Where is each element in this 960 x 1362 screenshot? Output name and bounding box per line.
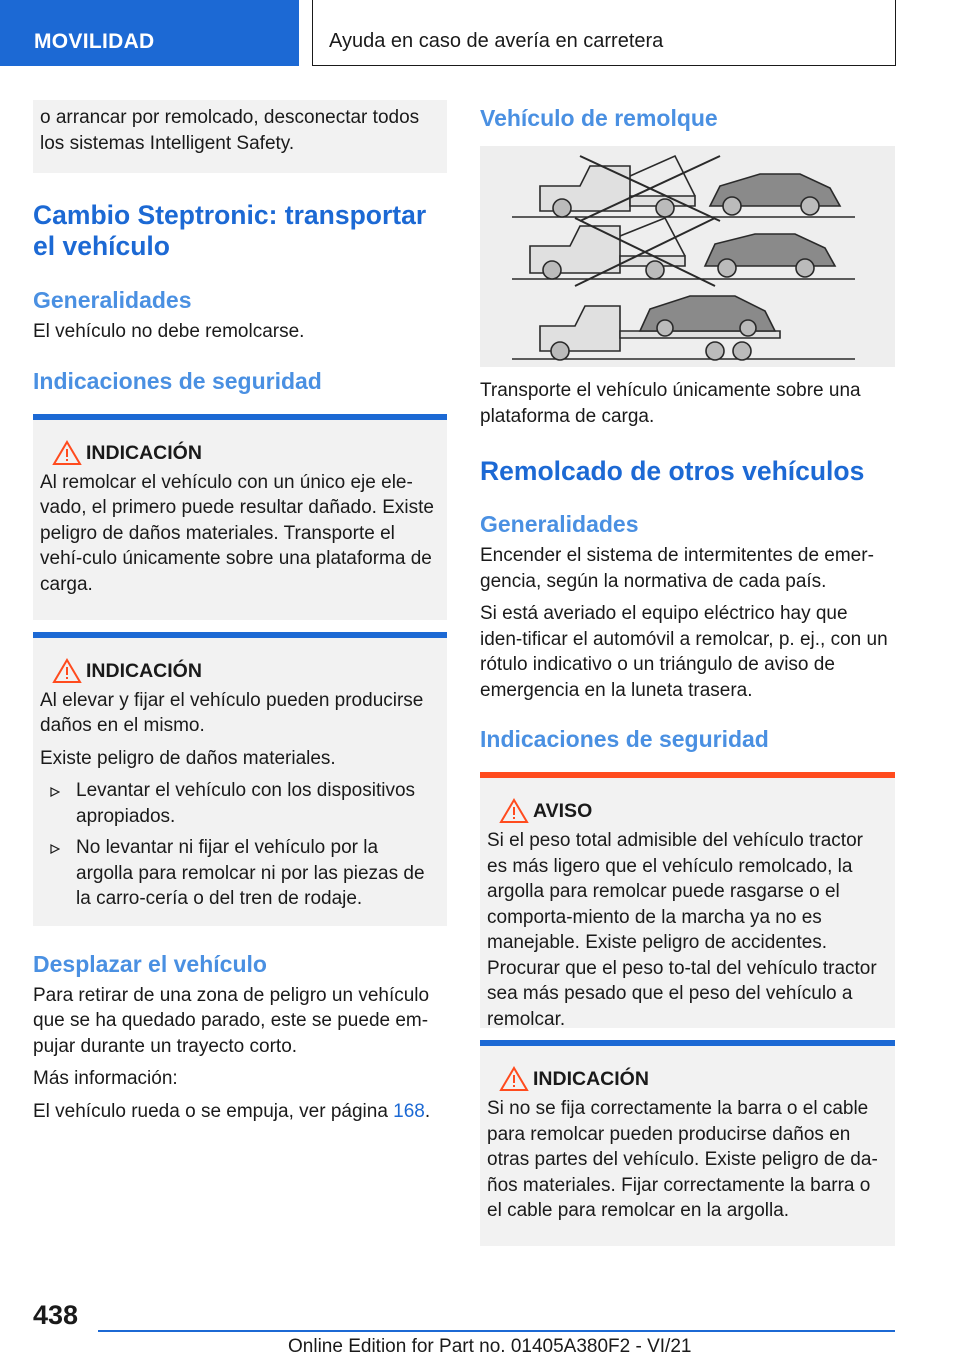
towing-illustration: [480, 146, 895, 367]
page-number: 438: [33, 1300, 79, 1330]
right-column: [480, 100, 895, 1246]
notice-box-2: [33, 632, 447, 926]
notice-2-text-1: Al elevar y fijar el vehículo pueden producirse daños en el mismo.: [40, 689, 424, 736]
figure-caption: Transporte el vehículo únicamente sobre una plataforma de carga.: [480, 380, 861, 427]
bullet-arrow-icon: [50, 844, 60, 854]
warning-triangle-icon: [52, 440, 82, 466]
towing-vehicle-heading: Vehículo de remolque: [480, 105, 718, 131]
footer-divider: [98, 1330, 895, 1332]
list-item: No levantar ni fijar el vehículo por la argolla para remolcar ni por las piezas de la carro-cería o del tren de rodaje.: [40, 835, 440, 912]
section-title-other-vehicles: Remolcado de otros vehículos: [480, 456, 865, 486]
notice-1-title: INDICACIÓN: [86, 441, 202, 464]
section-tab: [0, 0, 299, 66]
general-text-2: Si está averiado el equipo eléctrico hay que iden-tificar el automóvil a remolcar, p. ej., con un rótulo indicativo o un triángulo de aviso de emergencia en la luneta trasera.: [480, 603, 888, 701]
notice-2-text-2: Existe peligro de daños materiales.: [40, 747, 336, 769]
section-label: MOVILIDAD: [34, 30, 155, 53]
notice-2-bullets: [40, 778, 440, 912]
safety-heading: Indicaciones de seguridad: [33, 367, 322, 394]
warning-triangle-icon: [499, 1066, 529, 1092]
more-info-label: Más información:: [33, 1068, 178, 1089]
towing-methods-illustration: [480, 146, 895, 367]
warning-triangle-icon: [499, 798, 529, 824]
safety-heading-right: Indicaciones de seguridad: [480, 726, 769, 752]
general-heading: Generalidades: [33, 287, 192, 313]
general-heading-right: Generalidades: [480, 511, 639, 537]
move-vehicle-heading: Desplazar el vehículo: [33, 950, 267, 977]
chapter-label: Ayuda en caso de avería en carretera: [329, 30, 664, 52]
notice-3-text: Si no se fija correctamente la barra o el cable para remolcar pueden producirse daños en otras partes del vehículo. Existe peligro de da-ños materiales. Fijar correctamente la barra o el cable para remolcar en la argolla.: [487, 1098, 878, 1221]
notice-box-1: [33, 414, 447, 620]
page-reference: El vehículo rueda o se empuja, ver página 168.: [33, 1100, 431, 1122]
warning-triangle-icon: [52, 658, 82, 684]
notice-2-title: INDICACIÓN: [86, 659, 202, 682]
intro-box: [33, 100, 447, 173]
notice-3-title: INDICACIÓN: [533, 1068, 649, 1090]
page-reference-link[interactable]: 168: [393, 1100, 425, 1122]
chapter-header: [312, 0, 896, 66]
intro-text: o arrancar por remolcado, desconectar todos los sistemas Intelligent Safety.: [40, 107, 420, 154]
warning-text: Si el peso total admisible del vehículo tractor es más ligero que el vehículo remolcado, la argolla para remolcar puede rasgarse o el comporta-miento de la marcha ya no es manejable. Existe peligro de accidentes. Procurar que el peso to-tal del vehículo tractor sea más pesado que el peso del vehículo a remolcar.: [487, 830, 877, 1030]
edition-note: Online Edition for Part no. 01405A380F2 - VI/21: [288, 1336, 692, 1357]
left-column: [33, 100, 447, 1131]
general-text: El vehículo no debe remolcarse.: [33, 321, 305, 342]
warning-title: AVISO: [533, 800, 593, 822]
notice-1-text: Al remolcar el vehículo con un único eje ele-vado, el primero puede resultar dañado. Existe peligro de daños materiales. Transporte el vehí-culo únicamente sobre una plataforma de carga.: [40, 471, 434, 595]
section-title-steptronic: Cambio Steptronic: transportar el vehículo: [33, 200, 427, 261]
general-text-1: Encender el sistema de intermitentes de emer-gencia, según la normativa de cada país.: [480, 545, 874, 592]
move-vehicle-text: Para retirar de una zona de peligro un vehículo que se ha quedado parado, este se puede em-pujar durante un trayecto corto.: [33, 984, 430, 1057]
warning-box: [480, 772, 895, 1028]
list-item: Levantar el vehículo con los dispositivos apropiados.: [40, 778, 440, 829]
bullet-arrow-icon: [50, 787, 60, 797]
notice-box-3: [480, 1040, 895, 1246]
